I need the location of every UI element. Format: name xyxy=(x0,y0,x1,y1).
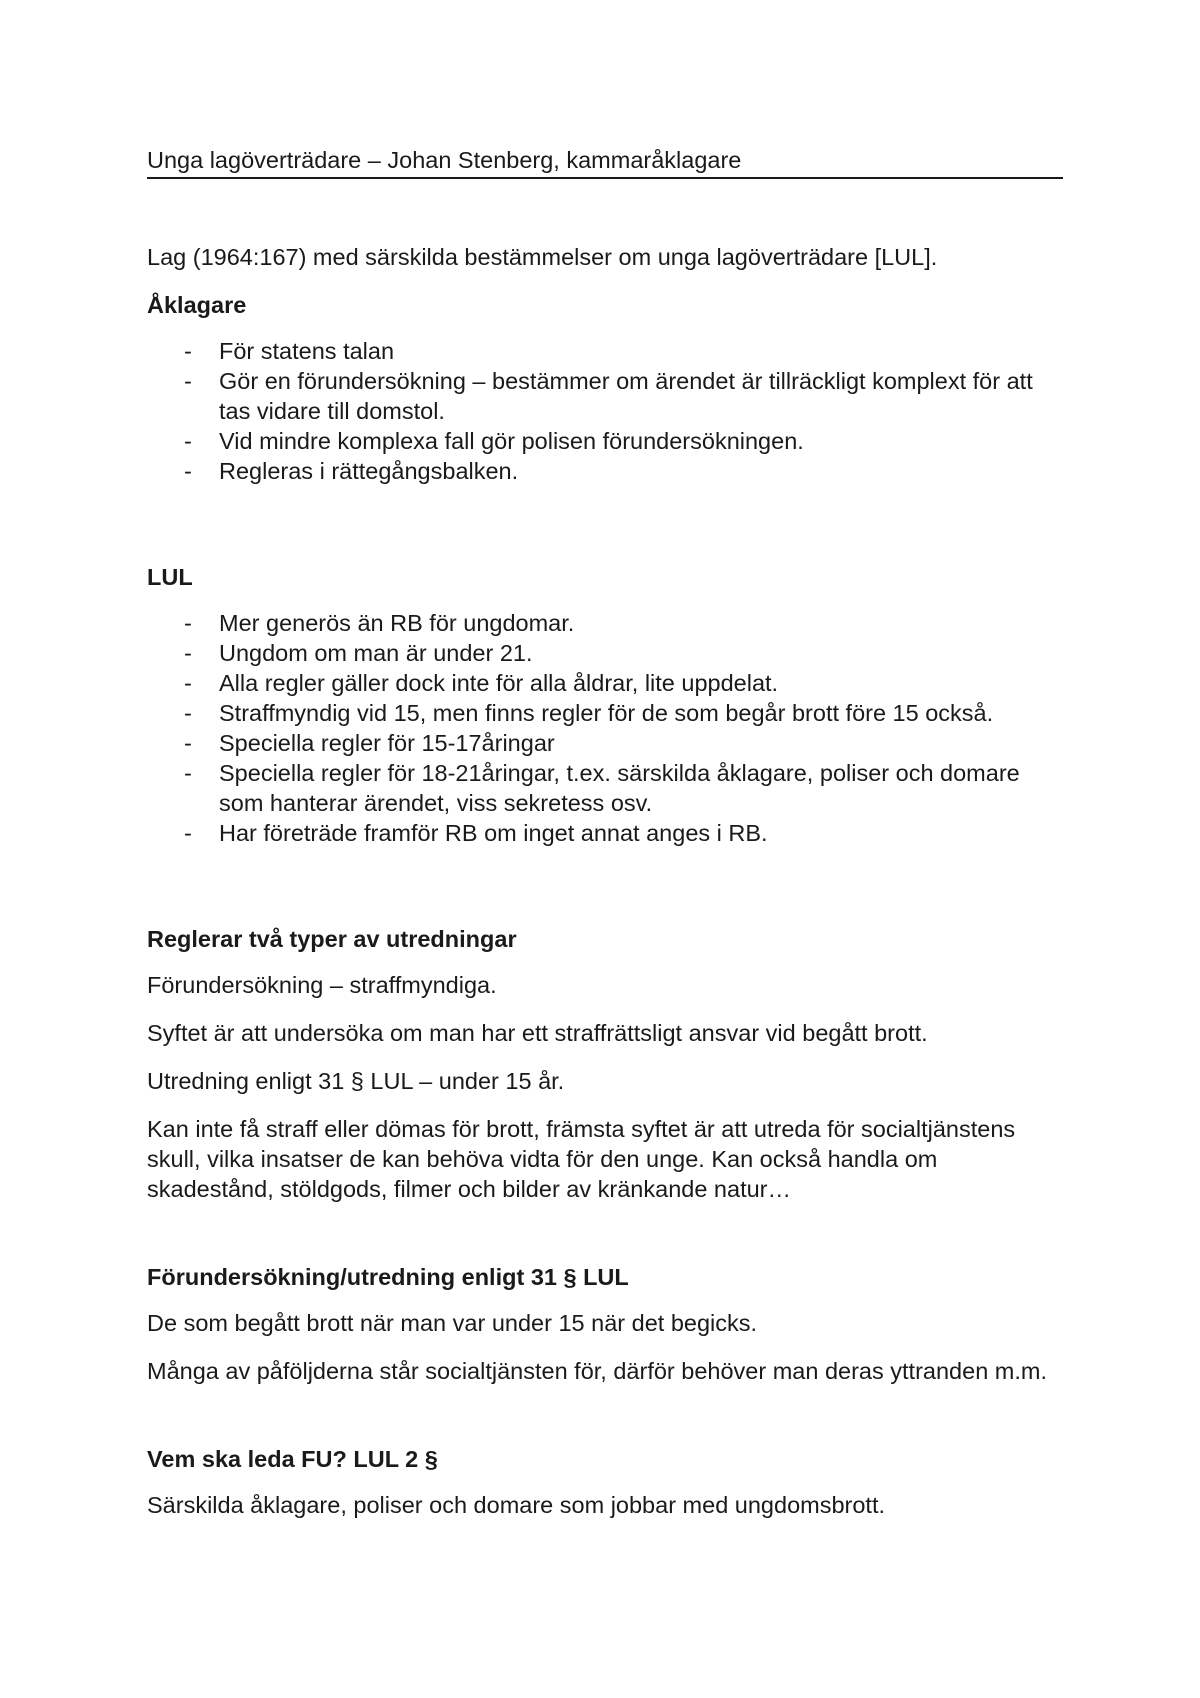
dash-bullet: - xyxy=(184,428,192,454)
list-item: - Vid mindre komplexa fall gör polisen förundersökningen. xyxy=(184,428,804,454)
dash-bullet: - xyxy=(184,760,192,786)
section-heading-fu31: Förundersökning/utredning enligt 31 § LUL xyxy=(147,1264,629,1290)
dash-bullet: - xyxy=(184,730,192,756)
dash-bullet: - xyxy=(184,700,192,726)
paragraph: Syftet är att undersöka om man har ett straffrättsligt ansvar vid begått brott. xyxy=(147,1020,928,1046)
dash-bullet: - xyxy=(184,640,192,666)
list-item: - Speciella regler för 18-21åringar, t.ex. särskilda åklagare, poliser och domare som hanterar ärendet, viss sekretess osv. xyxy=(184,760,1020,816)
dash-bullet: - xyxy=(184,338,192,364)
list-item: - Alla regler gäller dock inte för alla åldrar, lite uppdelat. xyxy=(184,670,779,696)
paragraph: Förundersökning – straffmyndiga. xyxy=(147,972,497,998)
paragraph: Kan inte få straff eller dömas för brott, främsta syftet är att utreda för socialtjänstens skull, vilka insatser de kan behöva vidta för den unge. Kan också handla om skadestånd, stöldgods, filmer och bilder av kränkande natur… xyxy=(147,1116,1016,1202)
section-heading-leda: Vem ska leda FU? LUL 2 § xyxy=(147,1446,438,1472)
paragraph: Särskilda åklagare, poliser och domare som jobbar med ungdomsbrott. xyxy=(147,1492,886,1518)
list-item: - För statens talan xyxy=(184,338,395,364)
list-item: - Ungdom om man är under 21. xyxy=(184,640,533,666)
list-item: - Speciella regler för 15-17åringar xyxy=(184,730,555,756)
page-header: Unga lagöverträdare – Johan Stenberg, kammaråklagare xyxy=(147,146,1063,179)
dash-bullet: - xyxy=(184,458,192,484)
paragraph: Många av påföljderna står socialtjänsten för, därför behöver man deras yttranden m.m. xyxy=(147,1358,1047,1384)
paragraph: De som begått brott när man var under 15 när det begicks. xyxy=(147,1310,758,1336)
dash-bullet: - xyxy=(184,670,192,696)
list-item: - Regleras i rättegångsbalken. xyxy=(184,458,519,484)
lul-list xyxy=(147,608,1063,848)
intro-paragraph: Lag (1964:167) med särskilda bestämmelser om unga lagöverträdare [LUL]. xyxy=(147,244,938,270)
list-item: - Har företräde framför RB om inget annat anges i RB. xyxy=(184,820,768,846)
dash-bullet: - xyxy=(184,368,192,394)
document-body xyxy=(147,242,1063,1538)
paragraph: Utredning enligt 31 § LUL – under 15 år. xyxy=(147,1068,565,1094)
list-item: - Gör en förundersökning – bestämmer om ärendet är tillräckligt komplext för att tas vidare till domstol. xyxy=(184,368,1033,424)
dash-bullet: - xyxy=(184,820,192,846)
list-item: - Straffmyndig vid 15, men finns regler för de som begår brott före 15 också. xyxy=(184,700,994,726)
list-item: - Mer generös än RB för ungdomar. xyxy=(184,610,575,636)
section-heading-lul: LUL xyxy=(147,564,193,590)
dash-bullet: - xyxy=(184,610,192,636)
section-heading-aklagare: Åklagare xyxy=(147,292,247,318)
section-heading-utredningar: Reglerar två typer av utredningar xyxy=(147,926,517,952)
aklagare-list xyxy=(147,336,1063,486)
